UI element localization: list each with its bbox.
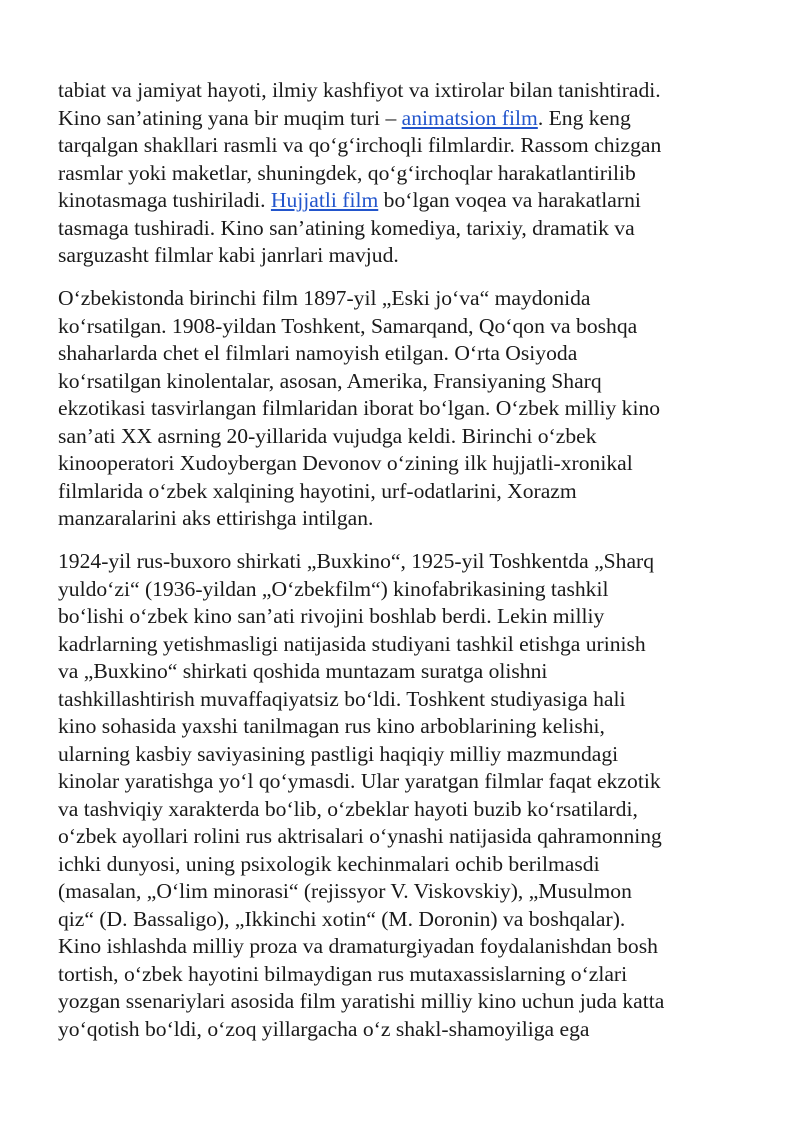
text-line — [58, 768, 748, 796]
text-run: tabiat va jamiyat hayoti, ilmiy kashfiyot va ixtirolar bilan tanishtiradi. — [58, 78, 661, 102]
text-line — [58, 423, 748, 451]
document-body — [58, 77, 748, 1043]
text-run: kinolar yaratishga yoʻl qoʻymasdi. Ular yaratgan filmlar faqat ekzotik — [58, 769, 661, 793]
text-line — [58, 395, 748, 423]
text-line — [58, 988, 748, 1016]
text-run: san’ati XX asrning 20-yillarida vujudga keldi. Birinchi oʻzbek — [58, 423, 597, 448]
text-run: boʻlishi oʻzbek kino san’ati rivojini boshlab berdi. Lekin milliy — [58, 604, 605, 628]
text-line — [58, 658, 748, 686]
text-line — [58, 933, 748, 961]
text-line — [58, 215, 748, 243]
text-line — [58, 160, 748, 188]
text-run: Kino ishlashda milliy proza va dramaturgiyadan foydalanishdan bosh — [58, 934, 658, 958]
text-run: Oʻzbekistonda birinchi film 1897-yil „Eski joʻva“ maydonida — [58, 286, 591, 310]
text-line — [58, 285, 748, 313]
text-run: tarqalgan shakllari rasmli va qoʻgʻirchoqli filmlardir. Rassom chizgan — [58, 133, 662, 157]
text-run: manzaralarini aks ettirishga intilgan. — [58, 506, 374, 530]
text-line — [58, 878, 748, 906]
text-run: kadrlarning yetishmasligi natijasida studiyani tashkil etishga urinish — [58, 631, 646, 656]
text-line — [58, 340, 748, 368]
text-run: boʻlgan voqea va harakatlarni — [378, 188, 641, 212]
text-line — [58, 741, 748, 769]
text-run: (masalan, „Oʻlim minorasi“ (rejissyor V. Viskovskiy), „Musulmon — [58, 879, 632, 903]
text-line — [58, 478, 748, 506]
document-page — [58, 77, 748, 1059]
text-run: shaharlarda chet el filmlari namoyish etilgan. Oʻrta Osiyoda — [58, 341, 578, 365]
article-link[interactable]: Hujjatli film — [270, 188, 379, 212]
text-run: va „Buxkino“ shirkati qoshida muntazam suratga olishni — [58, 659, 548, 683]
text-line — [58, 961, 748, 989]
text-run: kinooperatori Xudoybergan Devonov oʻzining ilk hujjatli-xronikal — [58, 451, 633, 475]
paragraph — [58, 285, 748, 533]
text-run: koʻrsatilgan. 1908-yildan Toshkent, Samarqand, Qoʻqon va boshqa — [58, 313, 638, 338]
text-run: tasmaga tushiradi. Kino san’atining komediya, tarixiy, dramatik va — [58, 215, 635, 240]
text-run: kinotasmaga tushiriladi. — [58, 188, 271, 212]
paragraph — [58, 77, 748, 270]
text-run: ularning kasbiy saviyasining pastligi haqiqiy milliy mazmundagi — [58, 741, 619, 766]
text-run: 1924-yil rus-buxoro shirkati „Buxkino“, 1925-yil Toshkentda „Sharq — [58, 549, 655, 573]
text-line — [58, 77, 748, 105]
text-run: oʻzbek ayollari rolini rus aktrisalari oʻynashi natijasida qahramonning — [58, 824, 662, 848]
text-run: . Eng keng — [537, 105, 631, 130]
text-run: sarguzasht filmlar kabi janrlari mavjud. — [58, 243, 399, 267]
text-line — [58, 450, 748, 478]
text-line — [58, 686, 748, 714]
text-run: filmlarida oʻzbek xalqining hayotini, urf-odatlarini, Xorazm — [58, 478, 577, 503]
text-line — [58, 505, 748, 533]
text-line — [58, 603, 748, 631]
text-run: kino sohasida yaxshi tanilmagan rus kino arboblarining kelishi, — [58, 714, 605, 738]
text-run: ichki dunyosi, uning psixologik kechinmalari ochib berilmasdi — [58, 851, 600, 876]
text-line — [58, 187, 748, 215]
text-run: qiz“ (D. Bassaligo), „Ikkinchi xotin“ (M. Doronin) va boshqalar). — [58, 906, 626, 931]
text-run: ekzotikasi tasvirlangan filmlaridan iborat boʻlgan. Oʻzbek milliy kino — [58, 396, 661, 420]
text-line — [58, 1016, 748, 1044]
text-run: rasmlar yoki maketlar, shuningdek, qoʻgʻirchoqlar harakatlantirilib — [58, 160, 636, 185]
text-run: Kino san’atining yana bir muqim turi – — [58, 105, 402, 130]
article-link[interactable]: animatsion film — [401, 105, 538, 130]
text-run: koʻrsatilgan kinolentalar, asosan, Amerika, Fransiyaning Sharq — [58, 368, 602, 393]
text-run: va tashviqiy xarakterda boʻlib, oʻzbeklar hayoti buzib koʻrsatilardi, — [58, 796, 638, 821]
text-run: tashkillashtirish muvaffaqiyatsiz boʻldi. Toshkent studiyasiga hali — [58, 686, 626, 711]
text-line — [58, 851, 748, 879]
text-run: tortish, oʻzbek hayotini bilmaydigan rus mutaxassislarning oʻzlari — [58, 961, 628, 986]
text-run: yoʻqotish boʻldi, oʻzoq yillargacha oʻz shakl-shamoyiliga ega — [58, 1016, 590, 1041]
text-line — [58, 713, 748, 741]
text-line — [58, 368, 748, 396]
text-line — [58, 242, 748, 270]
text-run: yuldoʻzi“ (1936-yildan „Oʻzbekfilm“) kinofabrikasining tashkil — [58, 576, 609, 601]
paragraph — [58, 548, 748, 1043]
text-line — [58, 823, 748, 851]
text-line — [58, 548, 748, 576]
text-line — [58, 796, 748, 824]
text-line — [58, 576, 748, 604]
text-line — [58, 313, 748, 341]
text-line — [58, 105, 748, 133]
text-line — [58, 631, 748, 659]
text-run: yozgan ssenariylari asosida film yaratishi milliy kino uchun juda katta — [58, 989, 665, 1013]
text-line — [58, 132, 748, 160]
text-line — [58, 906, 748, 934]
